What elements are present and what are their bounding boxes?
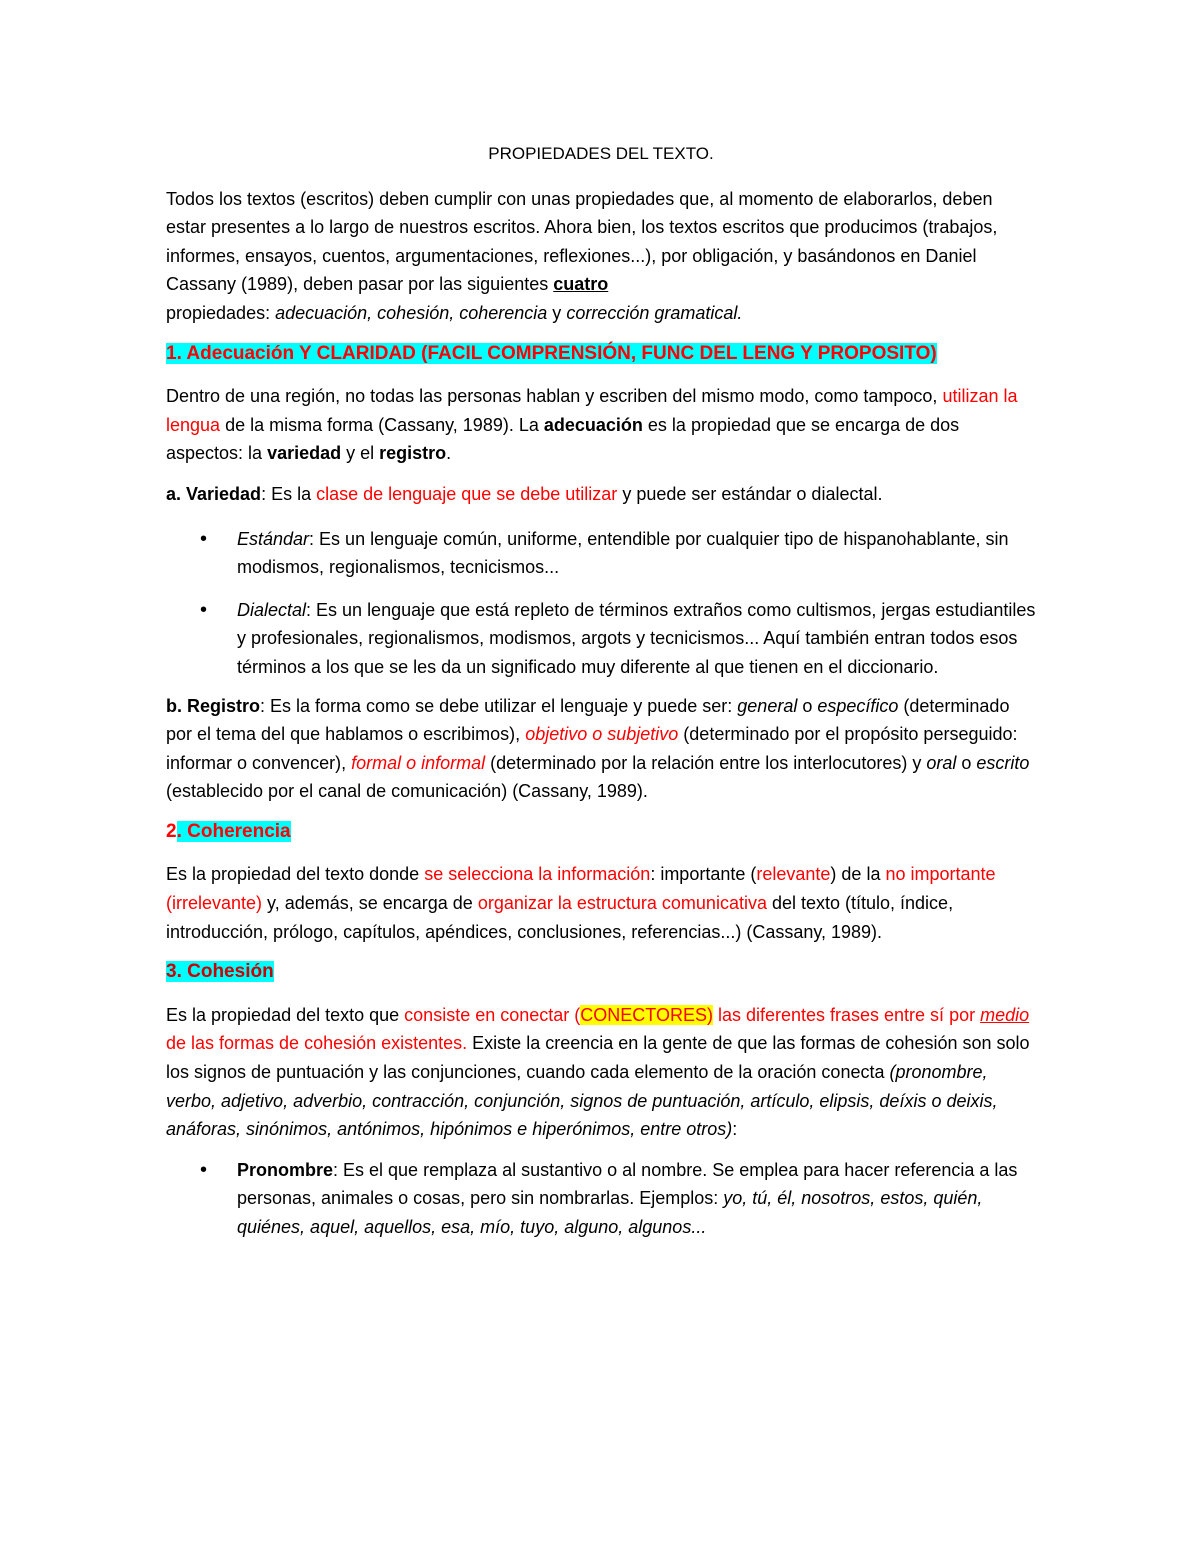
adecuacion-paragraph: Dentro de una región, no todas las personas hablan y escriben del mismo modo, como tampoco, utilizan la lengua de la misma forma (Cassany, 1989). La adecuación es la propiedad que se encarga de dos aspectos: la variedad y el registro.	[166, 386, 1018, 464]
registro-paragraph: b. Registro: Es la forma como se debe utilizar el lenguaje y puede ser: general o específico (determinado por el tema del que hablamos o escribimos), objetivo o subjetivo (determinado por el propósito perseguido: informar o convencer), formal o informal (determinado por la relación entre los interlocutores) y oral o escrito (establecido por el canal de comunicación) (Cassany, 1989).	[166, 695, 1030, 802]
document-title: PROPIEDADES DEL TEXTO.	[488, 144, 714, 163]
variedad-list	[166, 525, 1036, 682]
heading-adecuacion: 1. Adecuación Y CLARIDAD (FACIL COMPRENSIÓN, FUNC DEL LENG Y PROPOSITO)	[166, 342, 937, 364]
document-page	[166, 140, 1036, 1256]
heading-coherencia: 2. Coherencia	[166, 820, 291, 842]
list-item: • Dialectal: Es un lenguaje que está repleto de términos extraños como cultismos, jergas estudiantiles y profesionales, regionalismos, modismos, argots y tecnicismos... Aquí también entran todos esos términos a los que se les da un significado muy diferente al que tienen en el diccionario.	[166, 596, 1036, 682]
variedad-paragraph: a. Variedad: Es la clase de lenguaje que se debe utilizar y puede ser estándar o dialectal.	[166, 483, 883, 504]
intro-paragraph: Todos los textos (escritos) deben cumplir con unas propiedades que, al momento de elaborarlos, deben estar presentes a lo largo de nuestros escritos. Ahora bien, los textos escritos que producimos (trabajos, informes, ensayos, cuentos, argumentaciones, reflexiones...), por obligación, y basándonos en Daniel Cassany (1989), deben pasar por las siguientes cuatro propiedades: adecuación, cohesión, coherencia y corrección gramatical.	[166, 188, 998, 323]
cohesion-list	[166, 1156, 1036, 1242]
coherencia-paragraph: Es la propiedad del texto donde se selecciona la información: importante (relevante) de la no importante (irrelevante) y, además, se encarga de organizar la estructura comunicativa del texto (título, índice, introducción, prólogo, capítulos, apéndices, conclusiones, referencias...) (Cassany, 1989).	[166, 864, 996, 942]
cohesion-paragraph: Es la propiedad del texto que consiste en conectar (CONECTORES) las diferentes frases entre sí por medio de las formas de cohesión existentes. Existe la creencia en la gente de que las formas de cohesión son solo los signos de puntuación y las conjunciones, cuando cada elemento de la oración conecta (pronombre, verbo, adjetivo, adverbio, contracción, conjunción, signos de puntuación, artículo, elipsis, deíxis o deixis, anáforas, sinónimos, antónimos, hipónimos e hiperónimos, entre otros):	[166, 1004, 1030, 1140]
heading-cohesion: 3. Cohesión	[166, 961, 274, 983]
emphasis-cuatro: cuatro	[553, 274, 609, 295]
list-item: • Estándar: Es un lenguaje común, uniforme, entendible por cualquier tipo de hispanohablante, sin modismos, regionalismos, tecnicismos...	[166, 525, 1036, 582]
list-item: • Pronombre: Es el que remplaza al sustantivo o al nombre. Se emplea para hacer referencia a las personas, animales o cosas, pero sin nombrarlas. Ejemplos: yo, tú, él, nosotros, estos, quién, quiénes, aquel, aquellos, esa, mío, tuyo, alguno, algunos...	[166, 1156, 1036, 1242]
